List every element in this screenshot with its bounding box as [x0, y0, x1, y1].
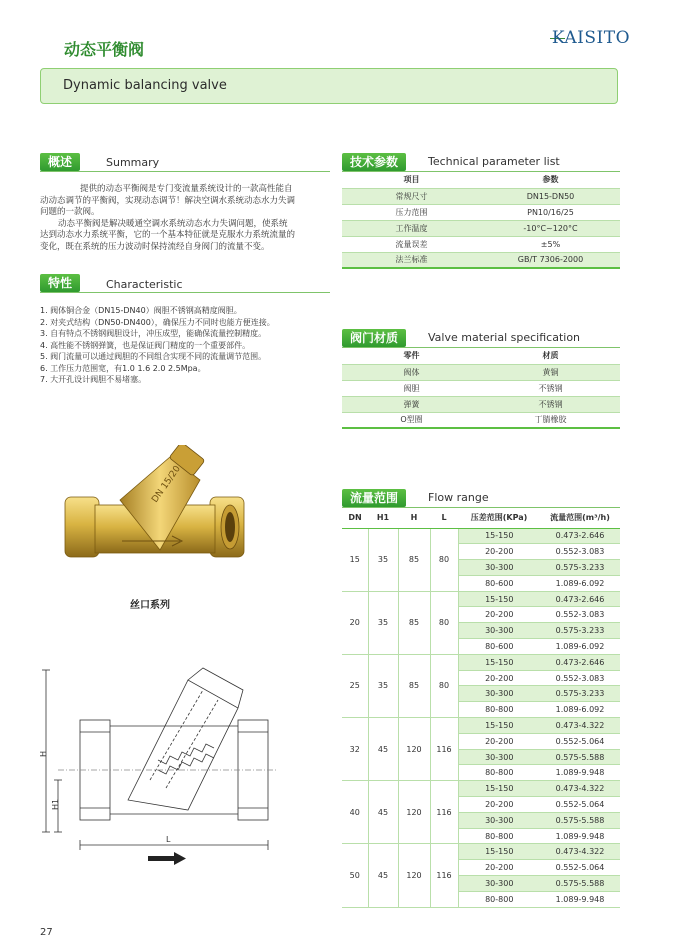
tech-params-title: Technical parameter list [428, 155, 560, 168]
valve-drawing [38, 660, 288, 875]
table-cell-flow: 0.575-5.588 [540, 749, 620, 765]
table-cell-flow: 0.575-3.233 [540, 623, 620, 639]
table-cell: PN10/16/25 [481, 204, 620, 220]
table-header: L [430, 508, 458, 528]
dim-h1-label: H1 [51, 798, 60, 810]
table-cell-flow: 0.552-3.083 [540, 544, 620, 560]
table-cell-pressure: 15-150 [458, 844, 540, 860]
table-cell-flow: 0.473-4.322 [540, 844, 620, 860]
table-cell-flow: 0.552-3.083 [540, 670, 620, 686]
table-row [342, 220, 620, 236]
table-cell-h: 85 [398, 528, 430, 591]
table-cell-pressure: 20-200 [458, 670, 540, 686]
page-title-en: Dynamic balancing valve [63, 78, 227, 93]
table-row [342, 781, 620, 797]
table-cell-h: 120 [398, 718, 430, 781]
table-cell-h: 85 [398, 654, 430, 717]
table-cell: 工作温度 [342, 220, 481, 236]
table-cell: 法兰标准 [342, 252, 481, 268]
table-cell-h: 85 [398, 591, 430, 654]
table-cell-h1: 45 [368, 718, 398, 781]
table-cell: 弹簧 [342, 396, 481, 412]
table-cell-pressure: 15-150 [458, 528, 540, 544]
flow-title: Flow range [428, 491, 489, 504]
table-cell-pressure: 30-300 [458, 876, 540, 892]
table-cell-pressure: 15-150 [458, 718, 540, 734]
table-row [342, 252, 620, 268]
table-cell-flow: 0.552-5.064 [540, 797, 620, 813]
table-cell-pressure: 15-150 [458, 654, 540, 670]
table-header: 参数 [481, 172, 620, 188]
table-row [342, 718, 620, 734]
material-table [342, 348, 620, 429]
table-row [342, 188, 620, 204]
table-cell: 黄铜 [481, 364, 620, 380]
table-cell-l: 80 [430, 528, 458, 591]
table-row [342, 844, 620, 860]
table-cell: 不锈钢 [481, 396, 620, 412]
page-title-cn: 动态平衡阀 [64, 40, 145, 59]
table-cell: 丁腈橡胶 [481, 412, 620, 428]
table-cell: DN15-DN50 [481, 188, 620, 204]
table-cell-l: 116 [430, 844, 458, 907]
summary-line-1: 提供的动态平衡阀是专门变流量系统设计的一款高性能自 [80, 184, 293, 194]
table-row [342, 591, 620, 607]
table-cell-flow: 0.473-2.646 [540, 654, 620, 670]
table-cell-dn: 25 [342, 654, 368, 717]
table-cell: ±5% [481, 236, 620, 252]
table-cell: 流量误差 [342, 236, 481, 252]
list-item: 4. 高性能不锈钢弹簧，也是保证阀门精度的一个重要部件。 [40, 340, 251, 350]
table-header: 材质 [481, 348, 620, 364]
characteristic-tag: 特性 [40, 274, 80, 292]
table-cell-flow: 0.575-3.233 [540, 686, 620, 702]
summary-line-6: 变化，既在系统的压力波动时保持流经自身阀门的流量不变。 [40, 241, 270, 252]
table-header: 流量范围(m³/h) [540, 508, 620, 528]
table-cell: 阀体 [342, 364, 481, 380]
table-cell-pressure: 20-200 [458, 797, 540, 813]
table-cell-h1: 35 [368, 528, 398, 591]
table-cell-pressure: 80-800 [458, 828, 540, 844]
table-cell-pressure: 30-300 [458, 749, 540, 765]
table-cell-flow: 1.089-9.948 [540, 828, 620, 844]
table-cell-pressure: 30-300 [458, 623, 540, 639]
valve-caption: 丝口系列 [130, 600, 170, 611]
table-header-row [342, 508, 620, 528]
table-cell-flow: 0.473-2.646 [540, 591, 620, 607]
brand-logo: KAISITO [551, 28, 630, 48]
list-item: 6. 工作压力范围宽，有1.0 1.6 2.0 2.5Mpa。 [40, 363, 206, 373]
table-header: DN [342, 508, 368, 528]
dim-l-label: L [166, 835, 171, 844]
table-cell-flow: 1.089-9.948 [540, 765, 620, 781]
table-cell-dn: 20 [342, 591, 368, 654]
table-cell-pressure: 30-300 [458, 812, 540, 828]
table-cell-pressure: 20-200 [458, 733, 540, 749]
table-cell: 常规尺寸 [342, 188, 481, 204]
table-cell-pressure: 80-800 [458, 702, 540, 718]
page-title-box [40, 68, 618, 104]
table-header: 项目 [342, 172, 481, 188]
table-cell: 阀胆 [342, 380, 481, 396]
table-header: 压差范围(KPa) [458, 508, 540, 528]
table-cell-l: 116 [430, 781, 458, 844]
valve-marking: DN 15/20 [150, 464, 183, 505]
table-cell: 不锈钢 [481, 380, 620, 396]
table-header: H1 [368, 508, 398, 528]
page-number: 27 [40, 927, 53, 938]
table-cell-flow: 0.552-5.064 [540, 733, 620, 749]
summary-line-4: 动态平衡阀是解决暖通空调水系统动态水力失调问题，使系统 [58, 218, 288, 229]
table-row [342, 412, 620, 428]
table-cell-flow: 1.089-6.092 [540, 575, 620, 591]
list-item: 2. 对夹式结构（DN50-DN400），确保压力不同时也能方便连接。 [40, 317, 275, 327]
table-row [342, 654, 620, 670]
dim-h-label: H [39, 750, 48, 757]
table-cell-h1: 35 [368, 591, 398, 654]
table-cell-flow: 0.552-5.064 [540, 860, 620, 876]
table-cell-dn: 50 [342, 844, 368, 907]
summary-line-5: 达到动态水力系统平衡，它的一个基本特征就是克服水力系统流量的 [40, 230, 296, 240]
list-item: 5. 阀门流量可以通过阀胆的不同组合实现不同的流量调节范围。 [40, 352, 267, 361]
table-cell-pressure: 20-200 [458, 860, 540, 876]
table-cell-l: 80 [430, 591, 458, 654]
table-cell-flow: 1.089-6.092 [540, 639, 620, 655]
table-cell-flow: 0.473-2.646 [540, 528, 620, 544]
table-cell-flow: 0.575-5.588 [540, 876, 620, 892]
table-cell-flow: 0.552-3.083 [540, 607, 620, 623]
table-cell-l: 116 [430, 718, 458, 781]
table-cell-flow: 1.089-6.092 [540, 702, 620, 718]
table-cell-pressure: 20-200 [458, 544, 540, 560]
table-cell-dn: 15 [342, 528, 368, 591]
summary-line-3: 问题的一款阀。 [40, 207, 100, 217]
material-tag: 阀门材质 [342, 329, 406, 347]
table-row [342, 528, 620, 544]
table-header: 零件 [342, 348, 481, 364]
summary-line [40, 171, 330, 172]
table-header: H [398, 508, 430, 528]
table-cell-flow: 1.089-9.948 [540, 891, 620, 907]
characteristic-line [40, 292, 330, 293]
table-cell-pressure: 80-600 [458, 575, 540, 591]
table-row [342, 204, 620, 220]
table-cell-pressure: 30-300 [458, 560, 540, 576]
summary-title: Summary [106, 156, 160, 169]
table-cell-h1: 45 [368, 781, 398, 844]
table-cell-h1: 45 [368, 844, 398, 907]
flow-table [342, 508, 620, 908]
table-cell-h1: 35 [368, 654, 398, 717]
material-title: Valve material specification [428, 331, 581, 344]
table-cell-pressure: 15-150 [458, 781, 540, 797]
tech-params-tag: 技术参数 [342, 153, 406, 171]
table-cell-l: 80 [430, 654, 458, 717]
table-cell-dn: 40 [342, 781, 368, 844]
tech-params-table [342, 172, 620, 269]
table-cell-h: 120 [398, 844, 430, 907]
table-header-row [342, 172, 620, 188]
table-row [342, 396, 620, 412]
table-cell-pressure: 80-600 [458, 639, 540, 655]
table-cell-flow: 0.473-4.322 [540, 718, 620, 734]
summary-text [40, 184, 332, 253]
summary-line-2: 动动态调节的平衡阀，实现动态调节！解决空调水系统动态水力失调 [40, 195, 296, 206]
table-cell: O型圈 [342, 412, 481, 428]
table-cell-pressure: 80-800 [458, 891, 540, 907]
table-row [342, 364, 620, 380]
table-header-row [342, 348, 620, 364]
list-item: 7. 大开孔设计阀胆不易堵塞。 [40, 375, 147, 384]
flow-tag: 流量范围 [342, 489, 406, 507]
table-cell: 压力范围 [342, 204, 481, 220]
table-cell-pressure: 20-200 [458, 607, 540, 623]
table-cell-pressure: 15-150 [458, 591, 540, 607]
table-cell: GB/T 7306-2000 [481, 252, 620, 268]
valve-photo [60, 445, 250, 595]
table-cell-flow: 0.575-5.588 [540, 812, 620, 828]
table-cell-h: 120 [398, 781, 430, 844]
table-cell-pressure: 30-300 [458, 686, 540, 702]
table-row [342, 380, 620, 396]
list-item: 3. 自有特点不锈钢阀胆设计，冲压成型，能确保流量控制精度。 [40, 329, 267, 338]
table-cell-dn: 32 [342, 718, 368, 781]
table-cell: -10°C~120°C [481, 220, 620, 236]
list-item: 1. 阀体铜合金（DN15-DN40）阀胆不锈钢高精度阀胆。 [40, 306, 242, 315]
table-cell-pressure: 80-800 [458, 765, 540, 781]
summary-tag: 概述 [40, 153, 80, 171]
table-cell-flow: 0.575-3.233 [540, 560, 620, 576]
table-cell-flow: 0.473-4.322 [540, 781, 620, 797]
table-row [342, 236, 620, 252]
page-header [40, 36, 618, 104]
characteristic-list [40, 305, 335, 386]
characteristic-title: Characteristic [106, 278, 183, 291]
